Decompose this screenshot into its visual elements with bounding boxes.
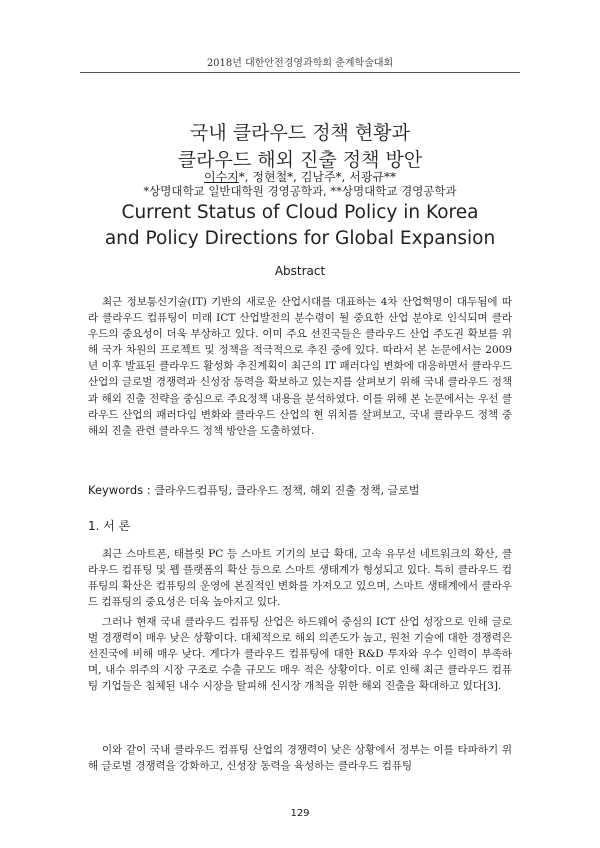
affiliation: *상명대학교 일반대학원 경영공학과, **상명대학교 경영공학과 [143, 184, 457, 198]
first-author: 이수지 [204, 170, 239, 184]
keywords [88, 482, 518, 498]
abstract-text: 최근 정보통신기술(IT) 기반의 새로운 산업시대를 대표하는 4차 산업혁명이 대두됨에 따라 클라우드 컴퓨팅이 미래 ICT 산업발전의 분수령이 될 중요한 산업 분야로 인식되며 클라우드의 중요성이 더욱 부상하고 있다. 이미 주요 선진국들은 클라우드 산업 주도권 확보를 위해 국가 차원의 프로젝트 및 정책을 적극적으로 추진 중에 있다. 따라서 본 논문에서는 2009년 이후 발표된 클라우드 활성화 추진계획이 최근의 IT 패러다임 변화에 대응하면서 클라우드 산업의 글로벌 경쟁력과 신성장 동력을 확보하고 있는지를 살펴보기 위해 국내 클라우드 정책과 해외 진출 전략을 중심으로 주요정책 내용을 분석하였다. 이를 위해 본 논문에서는 우선 클라우드 산업의 패러다임 변화와 클라우드 산업의 현 위치를 살펴보고, 국내 클라우드 정책 중 해외 진출 관련 클라우드 정책 방안을 도출하였다. [88, 296, 512, 437]
other-authors: *, 정현철*, 김남주*, 서광규** [238, 170, 396, 184]
english-title-line-2: and Policy Directions for Global Expansion [104, 228, 496, 249]
keywords-terms: 클라우드컴퓨팅, 클라우드 정책, 해외 진출 정책, 글로벌 [154, 484, 420, 497]
section-heading-introduction: 1. 서 론 [88, 519, 131, 533]
body-paragraph-3: 이와 같이 국내 클라우드 컴퓨팅 산업의 경쟁력이 낮은 상황에서 정부는 이를 타파하기 위해 글로벌 경쟁력을 강화하고, 신성장 동력을 육성하는 클라우드 컴퓨팅 [88, 744, 512, 773]
abstract-heading: Abstract [274, 264, 326, 278]
header-rule [80, 72, 520, 73]
keywords-label: Keywords : [88, 483, 155, 497]
body-paragraph-1: 최근 스마트폰, 태블릿 PC 등 스마트 기기의 보급 확대, 고속 유무선 네트워크의 확산, 클라우드 컴퓨팅 및 웹 플랫폼의 확산 등으로 스마트 생태계가 형성되고 있다. 특히 클라우드 컴퓨팅의 확산은 컴퓨팅의 운영에 본질적인 변화를 가져오고 있으며, 스마트 생태계에서 클라우드 컴퓨팅의 중요성은 더욱 높아지고 있다. [88, 548, 512, 609]
conference-header: 2018년 대한안전경영과학회 춘계학술대회 [206, 58, 394, 69]
korean-title-line-2: 클라우드 해외 진출 정책 방안 [177, 149, 423, 171]
page-number: 129 [290, 808, 310, 819]
korean-title-line-1: 국내 클라우드 정책 현황과 [189, 122, 410, 144]
english-title-line-1: Current Status of Cloud Policy in Korea [121, 202, 479, 223]
body-paragraph-2: 그러나 현재 국내 클라우드 컴퓨팅 산업은 하드웨어 중심의 ICT 산업 성장으로 인해 글로벌 경쟁력이 매우 낮은 상황이다. 대체적으로 해외 의존도가 높고, 원천 기술에 대한 경쟁력은 선진국에 비해 매우 낮다. 게다가 클라우드 컴퓨팅에 대한 R&D 투자와 우수 인력이 부족하며, 내수 위주의 시장 구조로 수출 규모도 매우 적은 상황이다. 이로 인해 최근 클라우드 컴퓨팅 기업들은 침체된 내수 시장을 탈피해 신시장 개척을 위한 해외 진출을 확대하고 있다[3]. [88, 616, 512, 693]
